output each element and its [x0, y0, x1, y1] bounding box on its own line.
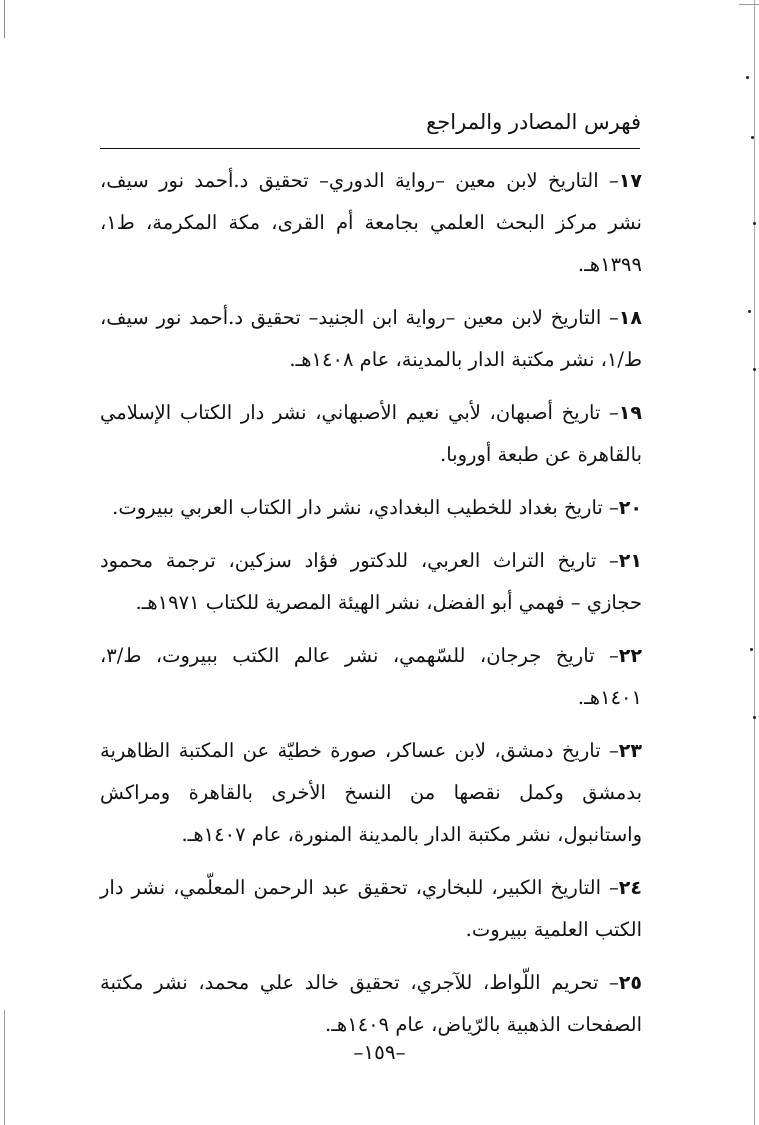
entry-number: ٢١ — [618, 550, 642, 572]
entry-number: ٢٣ — [618, 740, 642, 762]
scan-edge-line — [754, 0, 755, 1125]
scan-speck — [753, 716, 756, 719]
entry-number: ٢٥ — [618, 972, 642, 994]
scan-edge-line — [4, 0, 5, 38]
entry-text: – تحريم اللّواط، للآجري، تحقيق خالد علي محمد، نشر مكتبة الصفحات الذهبية بالرّياض، عام ١٤٠٩هـ. — [100, 971, 642, 1036]
scan-edge-line — [739, 4, 759, 5]
bibliography-entry — [100, 392, 642, 476]
bibliography-entry — [100, 730, 642, 856]
entry-number: ١٨ — [618, 307, 642, 329]
entry-number: ١٩ — [618, 402, 642, 424]
entry-number: ٢٠ — [618, 497, 642, 519]
entry-text: – تاريخ أصبهان، لأبي نعيم الأصبهاني، نشر دار الكتاب الإسلامي بالقاهرة عن طبعة أوروبا. — [100, 401, 642, 466]
bibliography-entry — [100, 160, 642, 286]
bibliography-entry — [100, 540, 642, 624]
header-rule — [100, 148, 640, 149]
scan-speck — [748, 310, 751, 313]
scan-speck — [753, 368, 756, 371]
entry-text: – تاريخ بغداد للخطيب البغدادي، نشر دار الكتاب العربي ببيروت. — [112, 496, 619, 519]
entry-number: ١٧ — [618, 170, 642, 192]
bibliography-list — [100, 160, 642, 1057]
entry-number: ٢٢ — [618, 645, 642, 667]
bibliography-entry — [100, 867, 642, 951]
scan-speck — [751, 136, 754, 139]
entry-text: – تاريخ جرجان، للسّهمي، نشر عالم الكتب ببيروت، ط/٣، ١٤٠١هـ. — [100, 644, 642, 709]
bibliography-entry — [100, 487, 642, 529]
scan-edge-line — [4, 1010, 5, 1125]
bibliography-entry — [100, 635, 642, 719]
scan-speck — [746, 76, 749, 79]
entry-text: – التاريخ الكبير، للبخاري، تحقيق عبد الرحمن المعلّمي، نشر دار الكتب العلمية ببيروت. — [100, 876, 642, 941]
entry-text: – تاريخ التراث العربي، للدكتور فؤاد سزكين، ترجمة محمود حجازي – فهمي أبو الفضل، نشر الهيئة المصرية للكتاب ١٩٧١هـ. — [100, 549, 642, 614]
entry-text: – تاريخ دمشق، لابن عساكر، صورة خطيّة عن المكتبة الظاهرية بدمشق وكمل نقصها من النسخ الأخرى بالقاهرة ومراكش واستانبول، نشر مكتبة الدار بالمدينة المنورة، عام ١٤٠٧هـ. — [100, 739, 642, 846]
running-header: فهرس المصادر والمراجع — [426, 110, 641, 134]
bibliography-entry — [100, 962, 642, 1046]
entry-number: ٢٤ — [618, 877, 642, 899]
scan-speck — [750, 648, 753, 651]
entry-text: – التاريخ لابن معين –رواية ابن الجنيد– تحقيق د.أحمد نور سيف، ط/١، نشر مكتبة الدار بالمدينة، عام ١٤٠٨هـ. — [100, 306, 642, 371]
page-number: –١٥٩– — [353, 1040, 406, 1064]
scan-speck — [753, 222, 756, 225]
bibliography-entry — [100, 297, 642, 381]
entry-text: – التاريخ لابن معين –رواية الدوري– تحقيق د.أحمد نور سيف، نشر مركز البحث العلمي بجامعة أم القرى، مكة المكرمة، ط١، ١٣٩٩هـ. — [100, 169, 642, 276]
